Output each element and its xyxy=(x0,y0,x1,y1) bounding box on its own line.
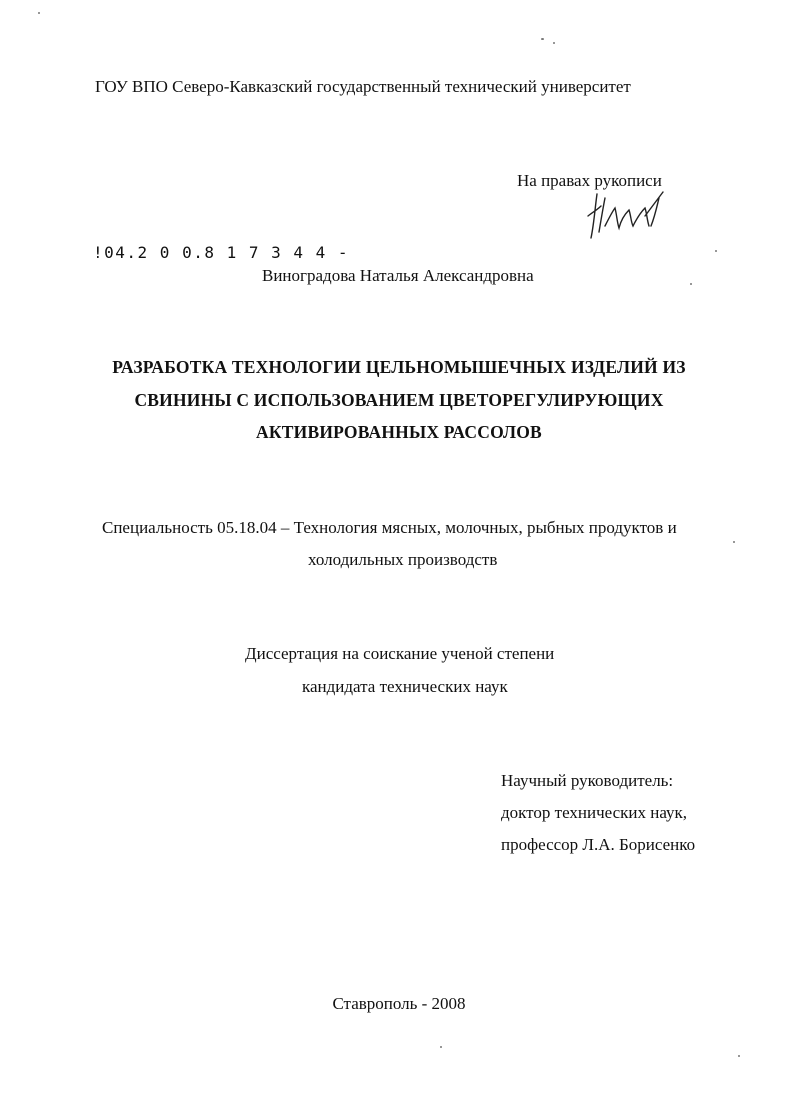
scan-speck xyxy=(541,38,544,40)
scan-speck xyxy=(690,283,692,285)
title-line-1: РАЗРАБОТКА ТЕХНОЛОГИИ ЦЕЛЬНОМЫШЕЧНЫХ ИЗДЕЛИЙ ИЗ xyxy=(112,357,686,377)
degree-line-2: кандидата технических наук xyxy=(302,677,508,696)
supervisor-degree: доктор технических наук, xyxy=(501,803,688,822)
specialty-line-1: Специальность 05.18.04 – Технология мясных, молочных, рыбных продуктов и xyxy=(102,518,677,537)
manuscript-note: На правах рукописи xyxy=(517,171,662,190)
registration-code: !04.2 0 0.8 1 7 3 4 4 - xyxy=(93,243,350,262)
supervisor-label: Научный руководитель: xyxy=(501,771,674,790)
scan-speck xyxy=(733,541,735,543)
organization-name: ГОУ ВПО Северо-Кавказский государственный технический университет xyxy=(95,77,631,96)
scan-speck xyxy=(38,12,40,14)
title-line-2: СВИНИНЫ С ИСПОЛЬЗОВАНИЕМ ЦВЕТОРЕГУЛИРУЮЩИХ xyxy=(134,390,664,410)
specialty-line-2: холодильных производств xyxy=(308,550,498,569)
city-year: Ставрополь - 2008 xyxy=(332,994,466,1013)
supervisor-name: профессор Л.А. Борисенко xyxy=(501,835,696,854)
degree-line-1: Диссертация на соискание ученой степени xyxy=(245,644,555,663)
author-name: Виноградова Наталья Александровна xyxy=(262,266,534,285)
scan-speck xyxy=(715,250,717,252)
title-line-3: АКТИВИРОВАННЫХ РАССОЛОВ xyxy=(256,422,542,442)
signature-icon xyxy=(585,186,667,244)
scan-speck xyxy=(440,1046,442,1048)
scan-speck xyxy=(553,42,555,44)
scan-speck xyxy=(738,1055,740,1057)
